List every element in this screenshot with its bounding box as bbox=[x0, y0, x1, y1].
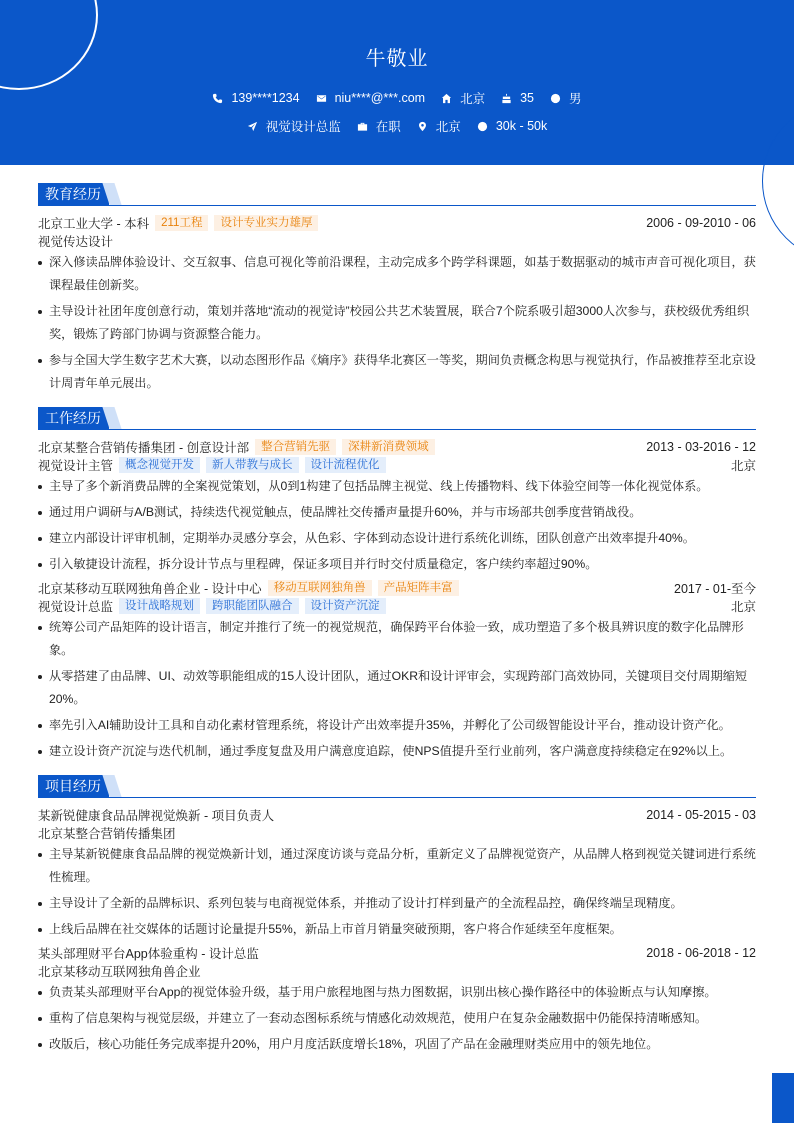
section-title-label: 教育经历 bbox=[38, 183, 109, 205]
section-title bbox=[38, 183, 756, 206]
project-entry-sub bbox=[38, 824, 756, 842]
briefcase-icon bbox=[357, 121, 368, 132]
list-item: 主导某新锐健康食品品牌的视觉焕新计划，通过深度访谈与竞品分析，重新定义了品牌视觉资产，从品牌人格到视觉关键词进行系统性梳理。 bbox=[38, 843, 756, 889]
candidate-name: 牛敬业 bbox=[365, 48, 429, 70]
section-title-label: 项目经历 bbox=[38, 775, 109, 797]
project-date: 2018 - 06-2018 - 12 bbox=[646, 946, 756, 960]
list-item: 引入敏捷设计流程，拆分设计节点与里程碑，保证多项目并行时交付质量稳定，客户续约率超过90%。 bbox=[38, 553, 756, 576]
project-section bbox=[38, 775, 756, 1059]
location-text: 北京 bbox=[460, 92, 486, 106]
company-tag: 移动互联网独角兽 bbox=[268, 580, 372, 596]
list-item: 主导了多个新消费品牌的全案视觉策划，从0到1构建了包括品牌主视觉、线上传播物料、线下体验空间等一体化视觉体系。 bbox=[38, 475, 756, 498]
section-title bbox=[38, 407, 756, 430]
education-bullets bbox=[38, 251, 756, 395]
status-text: 在职 bbox=[375, 120, 401, 134]
work-date: 2013 - 03-2016 - 12 bbox=[646, 440, 756, 454]
target-role-item bbox=[247, 117, 341, 135]
work-bullets bbox=[38, 616, 756, 763]
project-name: 某新锐健康食品品牌视觉焕新 - 项目负责人 bbox=[38, 809, 275, 823]
section-title-label: 工作经历 bbox=[38, 407, 109, 429]
role-tag: 跨职能团队融合 bbox=[206, 598, 299, 614]
project-entry-sub bbox=[38, 962, 756, 980]
list-item: 建立内部设计评审机制，定期举办灵感分享会，从色彩、字体到动态设计进行系统化训练，团队创意产出效率提升40%。 bbox=[38, 527, 756, 550]
education-entry-sub bbox=[38, 232, 756, 250]
list-item: 负责某头部理财平台App的视觉体验升级，基于用户旅程地图与热力图数据，识别出核心操作路径中的体验断点与认知摩擦。 bbox=[38, 981, 756, 1004]
cake-icon bbox=[501, 93, 512, 104]
gender-item bbox=[550, 89, 582, 107]
phone-icon bbox=[212, 93, 223, 104]
send-icon bbox=[247, 121, 258, 132]
project-bullets bbox=[38, 843, 756, 941]
work-section bbox=[38, 407, 756, 766]
company-tag: 整合营销先驱 bbox=[255, 439, 336, 455]
target-city-text: 北京 bbox=[435, 120, 461, 134]
project-name: 某头部理财平台App体验重构 - 设计总监 bbox=[38, 947, 259, 961]
work-entry-header bbox=[38, 579, 756, 597]
major-name: 视觉传达设计 bbox=[38, 235, 114, 249]
project-date: 2014 - 05-2015 - 03 bbox=[646, 808, 756, 822]
list-item: 深入修读品牌体验设计、交互叙事、信息可视化等前沿课程，主动完成多个跨学科课题，如基于数据驱动的城市声音可视化项目，获课程最佳创新奖。 bbox=[38, 251, 756, 297]
education-date: 2006 - 09-2010 - 06 bbox=[646, 216, 756, 230]
education-section bbox=[38, 183, 756, 398]
work-city: 北京 bbox=[730, 459, 756, 473]
list-item: 从零搭建了由品牌、UI、动效等职能组成的15人设计团队，通过OKR和设计评审会，实现跨部门高效协同，关键项目交付周期缩短20%。 bbox=[38, 665, 756, 711]
company-name: 北京某移动互联网独角兽企业 - 设计中心 bbox=[38, 582, 262, 596]
education-entry-header bbox=[38, 214, 756, 232]
work-date: 2017 - 01-至今 bbox=[674, 582, 756, 596]
work-bullets bbox=[38, 475, 756, 576]
role-tag: 设计战略规划 bbox=[119, 598, 200, 614]
location-item bbox=[441, 89, 485, 107]
email-text: niu****@***.com bbox=[334, 91, 426, 105]
school-tag: 设计专业实力雄厚 bbox=[214, 215, 318, 231]
money-icon bbox=[477, 121, 488, 132]
project-org: 北京某移动互联网独角兽企业 bbox=[38, 965, 201, 979]
job-intent-row bbox=[0, 117, 794, 135]
resume-header bbox=[0, 0, 794, 165]
age-item bbox=[501, 91, 534, 105]
contact-row bbox=[0, 89, 794, 107]
school-tag: 211工程 bbox=[155, 215, 208, 231]
list-item: 统筹公司产品矩阵的设计语言，制定并推行了统一的视觉规范，确保跨平台体验一致，成功塑造了多个极具辨识度的数字化品牌形象。 bbox=[38, 616, 756, 662]
list-item: 改版后，核心功能任务完成率提升20%，用户月度活跃度增长18%，巩固了产品在金融理财类应用中的领先地位。 bbox=[38, 1033, 756, 1056]
work-entry-sub bbox=[38, 597, 756, 615]
company-name: 北京某整合营销传播集团 - 创意设计部 bbox=[38, 441, 250, 455]
project-bullets bbox=[38, 981, 756, 1056]
mail-icon bbox=[316, 93, 327, 104]
corner-decoration bbox=[772, 1073, 794, 1123]
list-item: 建立设计资产沉淀与迭代机制，通过季度复盘及用户满意度追踪，使NPS值提升至行业前列，客户满意度持续稳定在92%以上。 bbox=[38, 740, 756, 763]
role-tag: 设计资产沉淀 bbox=[305, 598, 386, 614]
status-item bbox=[357, 117, 401, 135]
age-text: 35 bbox=[520, 91, 535, 105]
gender-text: 男 bbox=[569, 92, 582, 106]
work-city: 北京 bbox=[730, 600, 756, 614]
target-city-item bbox=[417, 117, 461, 135]
school-name: 北京工业大学 - 本科 bbox=[38, 217, 150, 231]
work-entry-header bbox=[38, 438, 756, 456]
list-item: 参与全国大学生数字艺术大赛，以动态图形作品《熵序》获得华北赛区一等奖，期间负责概念构思与视觉执行，作品被推荐至北京设计周青年单元展出。 bbox=[38, 349, 756, 395]
role-name: 视觉设计主管 bbox=[38, 459, 114, 473]
salary-item bbox=[477, 119, 547, 133]
work-entry-sub bbox=[38, 456, 756, 474]
list-item: 主导设计社团年度创意行动，策划并落地“流动的视觉诗”校园公共艺术装置展，联合7个院系吸引超3000人次参与，获校级优秀组织奖，锻炼了跨部门协调与资源整合能力。 bbox=[38, 300, 756, 346]
list-item: 主导设计了全新的品牌标识、系列包装与电商视觉体系，并推动了设计打样到量产的全流程品控，确保终端呈现精度。 bbox=[38, 892, 756, 915]
target-role-text: 视觉设计总监 bbox=[265, 120, 341, 134]
list-item: 重构了信息架构与视觉层级，并建立了一套动态图标系统与情感化动效规范，使用户在复杂金融数据中仍能保持清晰感知。 bbox=[38, 1007, 756, 1030]
company-tag: 产品矩阵丰富 bbox=[378, 580, 459, 596]
list-item: 通过用户调研与A/B测试，持续迭代视觉触点，使品牌社交传播声量提升60%，并与市场部共创季度营销战役。 bbox=[38, 501, 756, 524]
project-entry-header bbox=[38, 806, 756, 824]
gender-icon bbox=[550, 93, 561, 104]
role-tag: 概念视觉开发 bbox=[119, 457, 200, 473]
project-org: 北京某整合营销传播集团 bbox=[38, 827, 176, 841]
company-tag: 深耕新消费领域 bbox=[342, 439, 435, 455]
section-title bbox=[38, 775, 756, 798]
phone-item bbox=[212, 91, 299, 105]
location-pin-icon bbox=[417, 121, 428, 132]
role-name: 视觉设计总监 bbox=[38, 600, 114, 614]
list-item: 上线后品牌在社交媒体的话题讨论量提升55%，新品上市首月销量突破预期，客户将合作延续至年度框架。 bbox=[38, 918, 756, 941]
email-item bbox=[316, 91, 426, 105]
project-entry-header bbox=[38, 944, 756, 962]
role-tag: 新人带教与成长 bbox=[206, 457, 299, 473]
phone-text: 139****1234 bbox=[231, 91, 300, 105]
home-icon bbox=[441, 93, 452, 104]
salary-text: 30k - 50k bbox=[495, 119, 548, 133]
role-tag: 设计流程优化 bbox=[305, 457, 386, 473]
list-item: 率先引入AI辅助设计工具和自动化素材管理系统，将设计产出效率提升35%，并孵化了公司级智能设计平台，推动设计资产化。 bbox=[38, 714, 756, 737]
